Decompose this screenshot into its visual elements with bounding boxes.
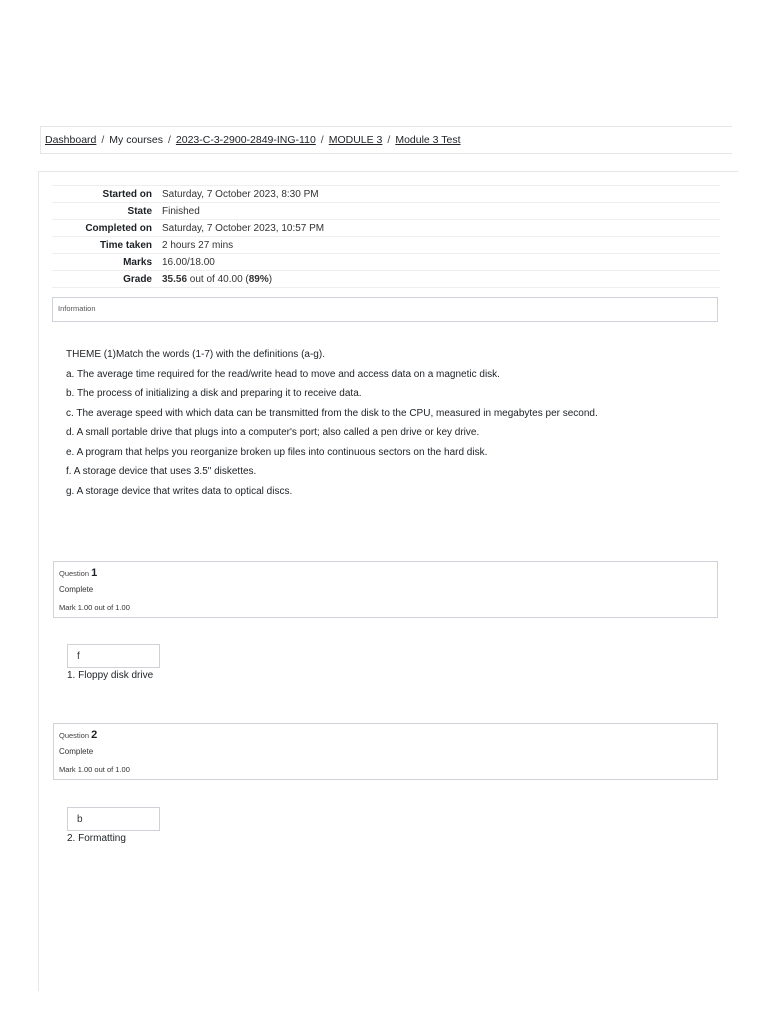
question-state: Complete [59,585,94,594]
question-number: 1 [91,567,98,579]
summary-row-completed [52,220,720,237]
question-prefix: Question [59,569,90,578]
marks-label: Marks [52,254,162,271]
question-info-box [53,561,718,618]
summary-row-marks [52,254,720,271]
question-mark: Mark 1.00 out of 1.00 [59,765,130,774]
question-title [59,729,97,741]
time-taken-value: 2 hours 27 mins [162,237,720,254]
grade-score: 35.56 [162,273,188,285]
answer-item-label: 1. Floppy disk drive [67,670,154,681]
breadcrumb-module-link[interactable]: MODULE 3 [328,134,383,146]
question-info-box [53,723,718,780]
grade-percent: 89% [248,273,269,285]
grade-value [162,271,720,288]
started-on-value: Saturday, 7 October 2023, 8:30 PM [162,186,720,203]
theme-text [66,349,716,505]
summary-row-state [52,203,720,220]
summary-row-started [52,186,720,203]
breadcrumb-separator: / [101,134,105,146]
breadcrumb-dashboard-link[interactable]: Dashboard [45,134,97,146]
completed-on-value: Saturday, 7 October 2023, 10:57 PM [162,220,720,237]
information-label: Information [58,304,96,313]
state-label: State [52,203,162,220]
completed-on-label: Completed on [52,220,162,237]
definition-d: d. A small portable drive that plugs into a computer's port; also called a pen drive or key drive. [66,427,480,438]
definition-f: f. A storage device that uses 3.5" diskettes. [66,466,257,477]
breadcrumb-bar [40,126,732,154]
question-number: 2 [91,729,98,741]
breadcrumb-test-link[interactable]: Module 3 Test [395,134,461,146]
question-prefix: Question [59,731,90,740]
breadcrumb-my-courses: My courses [109,134,163,146]
summary-row-time [52,237,720,254]
time-taken-label: Time taken [52,237,162,254]
definition-e: e. A program that helps you reorganize broken up files into continuous sectors on the hard disk. [66,446,488,458]
breadcrumb-separator: / [387,134,391,146]
answer-field[interactable]: b [67,807,160,831]
question-mark: Mark 1.00 out of 1.00 [59,603,130,612]
started-on-label: Started on [52,186,162,203]
grade-out-of: out of 40.00 ( [187,273,249,285]
breadcrumb-separator: / [167,134,171,146]
information-box [52,297,718,322]
state-value: Finished [162,203,720,220]
breadcrumb [45,134,461,146]
definition-b: b. The process of initializing a disk and preparing it to receive data. [66,388,362,399]
answer-field[interactable]: f [67,644,160,668]
question-state: Complete [59,747,94,756]
grade-label: Grade [52,271,162,288]
breadcrumb-separator: / [320,134,324,146]
attempt-summary-table [52,185,720,288]
breadcrumb-course-link[interactable]: 2023-C-3-2900-2849-ING-110 [175,134,316,146]
answer-item-label: 2. Formatting [67,833,126,844]
theme-intro: THEME (1)Match the words (1-7) with the definitions (a-g). [66,349,325,360]
marks-value: 16.00/18.00 [162,254,720,271]
question-title [59,567,97,579]
definition-a: a. The average time required for the read/write head to move and access data on a magnetic disk. [66,368,500,380]
definition-g: g. A storage device that writes data to optical discs. [66,485,293,497]
definition-c: c. The average speed with which data can be transmitted from the disk to the CPU, measured in megabytes per second. [66,407,598,419]
summary-row-grade [52,271,720,288]
grade-close-paren: ) [268,273,273,285]
